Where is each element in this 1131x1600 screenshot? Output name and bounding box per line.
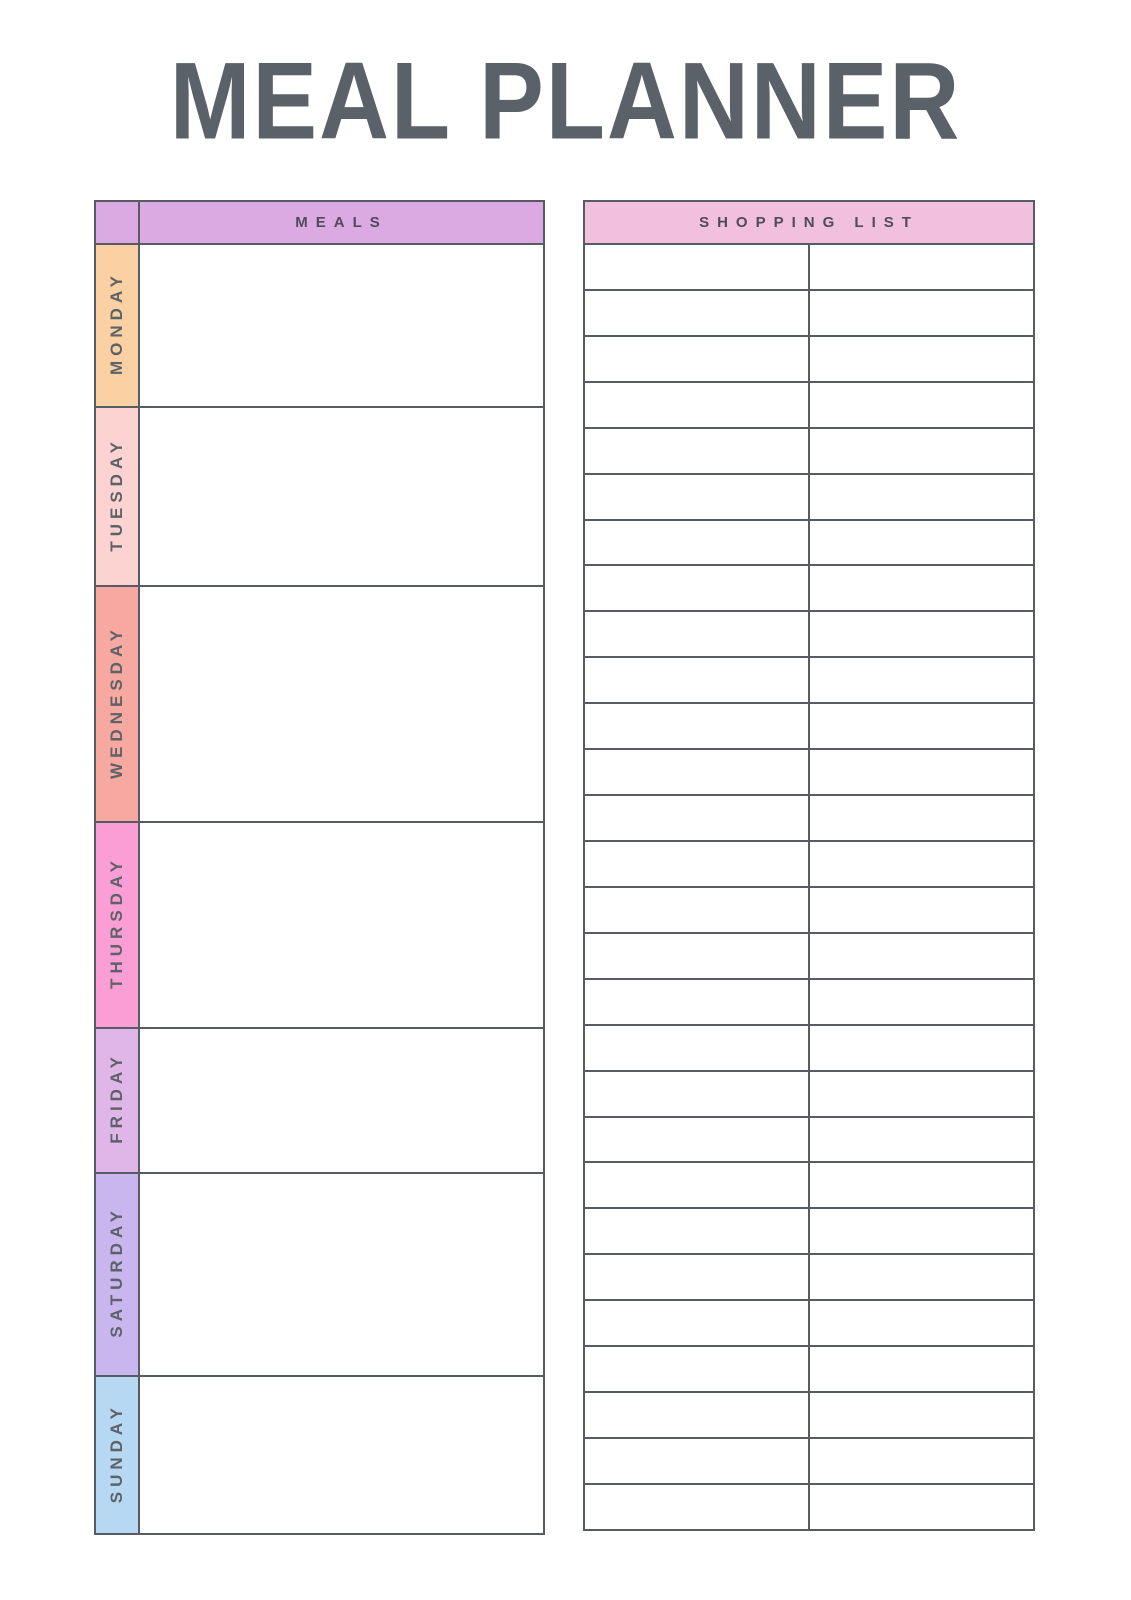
shopping-checkbox-cell[interactable] [584, 336, 809, 382]
shopping-checkbox-cell[interactable] [584, 1071, 809, 1117]
shopping-list-row [584, 841, 1034, 887]
meal-entry-cell[interactable] [139, 1376, 544, 1534]
shopping-item-cell[interactable] [809, 657, 1034, 703]
shopping-checkbox-cell[interactable] [584, 933, 809, 979]
shopping-list-row [584, 1071, 1034, 1117]
shopping-list-row [584, 1438, 1034, 1484]
shopping-list-row [584, 1484, 1034, 1530]
meal-entry-cell[interactable] [139, 1028, 544, 1173]
shopping-checkbox-cell[interactable] [584, 795, 809, 841]
shopping-checkbox-cell[interactable] [584, 244, 809, 290]
shopping-list-row [584, 933, 1034, 979]
shopping-list-row [584, 1346, 1034, 1392]
meal-entry-cell[interactable] [139, 586, 544, 822]
shopping-list-row [584, 657, 1034, 703]
day-label-cell [95, 1173, 139, 1377]
shopping-list-row [584, 290, 1034, 336]
day-label: WEDNESDAY [107, 624, 126, 779]
shopping-item-cell[interactable] [809, 244, 1034, 290]
shopping-item-cell[interactable] [809, 428, 1034, 474]
shopping-checkbox-cell[interactable] [584, 979, 809, 1025]
shopping-item-cell[interactable] [809, 887, 1034, 933]
day-label-cell [95, 586, 139, 822]
shopping-checkbox-cell[interactable] [584, 887, 809, 933]
day-row [95, 822, 544, 1028]
shopping-checkbox-cell[interactable] [584, 1392, 809, 1438]
shopping-list-row [584, 336, 1034, 382]
shopping-list-row [584, 1254, 1034, 1300]
shopping-item-cell[interactable] [809, 1392, 1034, 1438]
meals-corner [95, 201, 139, 244]
shopping-item-cell[interactable] [809, 520, 1034, 566]
shopping-checkbox-cell[interactable] [584, 611, 809, 657]
shopping-item-cell[interactable] [809, 795, 1034, 841]
day-label-cell [95, 1028, 139, 1173]
shopping-checkbox-cell[interactable] [584, 1117, 809, 1163]
day-label-cell [95, 822, 139, 1028]
day-label: FRIDAY [107, 1051, 126, 1144]
shopping-item-cell[interactable] [809, 1438, 1034, 1484]
shopping-list-row [584, 611, 1034, 657]
shopping-list-row [584, 1208, 1034, 1254]
shopping-list-row [584, 244, 1034, 290]
shopping-item-cell[interactable] [809, 1254, 1034, 1300]
shopping-item-cell[interactable] [809, 749, 1034, 795]
shopping-item-cell[interactable] [809, 1484, 1034, 1530]
day-label-cell [95, 1376, 139, 1534]
shopping-list-row [584, 520, 1034, 566]
shopping-list-row [584, 382, 1034, 428]
day-label: MONDAY [107, 271, 126, 376]
shopping-checkbox-cell[interactable] [584, 1254, 809, 1300]
day-label: SUNDAY [107, 1402, 126, 1503]
shopping-checkbox-cell[interactable] [584, 657, 809, 703]
meals-table [94, 200, 545, 1535]
shopping-item-cell[interactable] [809, 474, 1034, 520]
shopping-checkbox-cell[interactable] [584, 290, 809, 336]
shopping-checkbox-cell[interactable] [584, 382, 809, 428]
meals-header-row [95, 201, 544, 244]
meal-entry-cell[interactable] [139, 407, 544, 586]
day-row [95, 1028, 544, 1173]
shopping-list-row [584, 1392, 1034, 1438]
meal-entry-cell[interactable] [139, 822, 544, 1028]
shopping-item-cell[interactable] [809, 1300, 1034, 1346]
page-title: MEAL PLANNER [169, 41, 962, 163]
meal-entry-cell[interactable] [139, 1173, 544, 1377]
shopping-item-cell[interactable] [809, 841, 1034, 887]
day-label-cell [95, 244, 139, 407]
day-row [95, 586, 544, 822]
shopping-checkbox-cell[interactable] [584, 428, 809, 474]
shopping-list-row [584, 565, 1034, 611]
shopping-item-cell[interactable] [809, 382, 1034, 428]
shopping-list-table [583, 200, 1035, 1531]
shopping-item-cell[interactable] [809, 611, 1034, 657]
shopping-checkbox-cell[interactable] [584, 1438, 809, 1484]
shopping-list-row [584, 979, 1034, 1025]
shopping-checkbox-cell[interactable] [584, 1025, 809, 1071]
shopping-item-cell[interactable] [809, 1117, 1034, 1163]
shopping-checkbox-cell[interactable] [584, 565, 809, 611]
shopping-list-row [584, 887, 1034, 933]
shopping-checkbox-cell[interactable] [584, 520, 809, 566]
shopping-item-cell[interactable] [809, 1208, 1034, 1254]
day-row [95, 1173, 544, 1377]
shopping-item-cell[interactable] [809, 979, 1034, 1025]
shopping-list-row [584, 1117, 1034, 1163]
day-label: TUESDAY [107, 436, 126, 552]
shopping-item-cell[interactable] [809, 1025, 1034, 1071]
shopping-item-cell[interactable] [809, 1346, 1034, 1392]
shopping-item-cell[interactable] [809, 1162, 1034, 1208]
shopping-list-row [584, 749, 1034, 795]
shopping-checkbox-cell[interactable] [584, 749, 809, 795]
shopping-item-cell[interactable] [809, 336, 1034, 382]
shopping-checkbox-cell[interactable] [584, 1300, 809, 1346]
meals-header: MEALS [139, 201, 544, 244]
meal-entry-cell[interactable] [139, 244, 544, 407]
shopping-checkbox-cell[interactable] [584, 841, 809, 887]
day-label: SATURDAY [107, 1206, 126, 1338]
shopping-checkbox-cell[interactable] [584, 1346, 809, 1392]
shopping-list-row [584, 1025, 1034, 1071]
day-row [95, 244, 544, 407]
shopping-list-row [584, 428, 1034, 474]
shopping-item-cell[interactable] [809, 703, 1034, 749]
shopping-checkbox-cell[interactable] [584, 1162, 809, 1208]
shopping-checkbox-cell[interactable] [584, 1484, 809, 1530]
shopping-item-cell[interactable] [809, 1071, 1034, 1117]
shopping-header: SHOPPING LIST [584, 201, 1034, 244]
shopping-checkbox-cell[interactable] [584, 474, 809, 520]
day-label-cell [95, 407, 139, 586]
shopping-item-cell[interactable] [809, 933, 1034, 979]
day-label: THURSDAY [107, 856, 126, 989]
day-row [95, 1376, 544, 1534]
shopping-list-row [584, 1300, 1034, 1346]
shopping-item-cell[interactable] [809, 290, 1034, 336]
shopping-item-cell[interactable] [809, 565, 1034, 611]
shopping-list-row [584, 795, 1034, 841]
shopping-list-row [584, 1162, 1034, 1208]
shopping-checkbox-cell[interactable] [584, 1208, 809, 1254]
shopping-list-row [584, 474, 1034, 520]
shopping-checkbox-cell[interactable] [584, 703, 809, 749]
day-row [95, 407, 544, 586]
shopping-list-row [584, 703, 1034, 749]
shopping-header-row [584, 201, 1034, 244]
